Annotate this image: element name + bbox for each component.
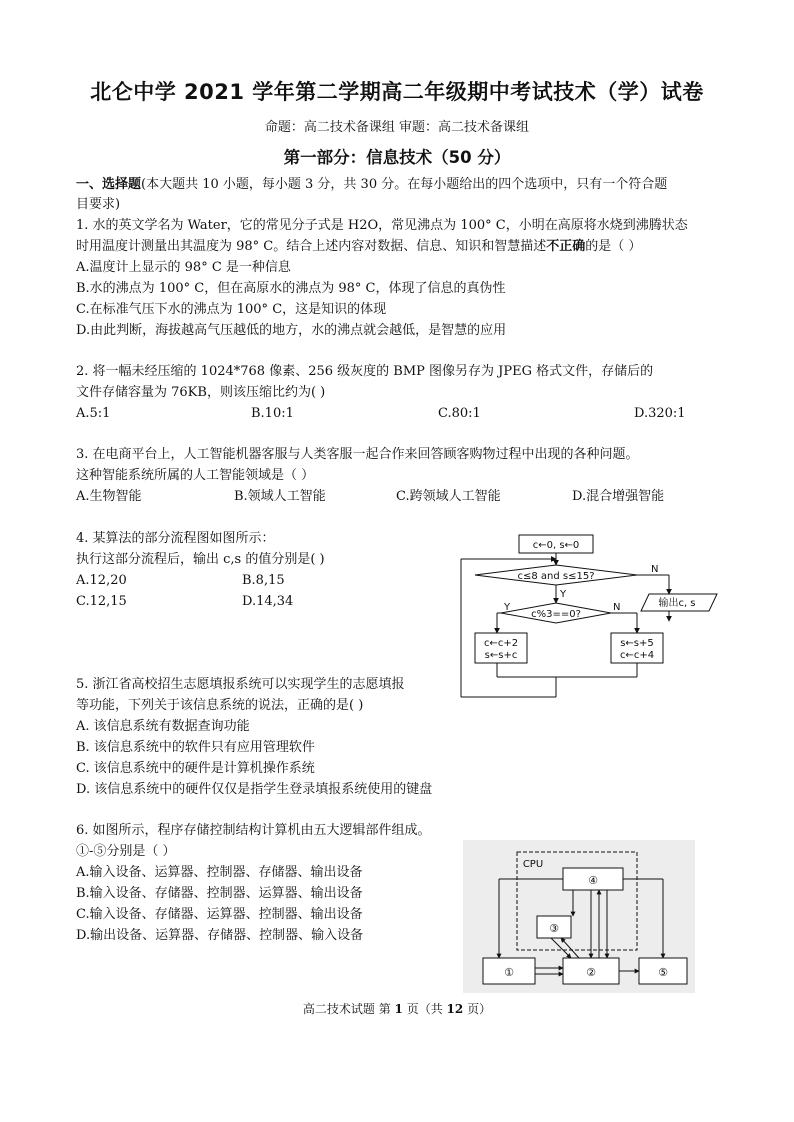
unit-3-label: ③ (549, 922, 559, 935)
unit-4-label: ④ (588, 874, 598, 887)
q4-line-1: 4. 某算法的部分流程图如图所示： (76, 531, 275, 546)
q1-line-2c: 的是（ ） (585, 239, 642, 254)
q3-option-d: D.混合增强智能 (572, 489, 665, 504)
q1-option-b: B.水的沸点为 100° C，但在高原水的沸点为 98° C，体现了信息的真伪性 (76, 281, 506, 296)
q4-flowchart (455, 527, 725, 705)
page-title: 北仑中学 2021 学年第二学期高二年级期中考试技术（学）试卷 (90, 80, 704, 104)
flow-left-text-1: c←c+2 (483, 638, 519, 649)
flow-right-text-2: c←c+4 (619, 650, 655, 661)
cpu-label: CPU (522, 859, 544, 870)
q2-option-c: C.80:1 (438, 406, 481, 421)
q2-option-a: A.5:1 (76, 406, 111, 421)
q1-option-d: D.由此判断，海拔越高气压越低的地方，水的沸点就会越低，是智慧的应用 (76, 323, 507, 338)
section-desc-1: (本大题共 10 小题，每小题 3 分，共 30 分。在每小题给出的四个选项中，只有一个符合题 (141, 177, 668, 192)
page-footer (0, 1000, 794, 1017)
q6-option-c: C.输入设备、存储器、运算器、控制器、输出设备 (76, 907, 363, 922)
q2-option-b: B.10:1 (251, 406, 294, 421)
unit-2-label: ② (586, 966, 596, 979)
flow-right-text-1: s←s+5 (620, 638, 654, 649)
flow-cond2-no: N (613, 602, 621, 613)
q3-option-c: C.跨领域人工智能 (396, 489, 501, 504)
q5-option-b: B. 该信息系统中的软件只有应用管理软件 (76, 740, 315, 755)
footer-prefix: 高二技术试题 第 (302, 1002, 395, 1016)
q6-line-2: ①-⑤分别是（ ） (76, 844, 176, 859)
section-desc-2: 目要求) (76, 197, 121, 212)
q5-option-d: D. 该信息系统中的硬件仅仅是指学生登录填报系统使用的键盘 (76, 782, 433, 797)
q1-line-2 (76, 238, 641, 256)
section-header (76, 176, 667, 194)
q1-emphasis: 不正确 (546, 239, 586, 254)
flow-cond2-yes: Y (504, 602, 511, 613)
q4-option-c: C.12,15 (76, 594, 127, 609)
footer-suffix: 页） (463, 1002, 492, 1016)
q5-option-a: A. 该信息系统有数据查询功能 (76, 719, 250, 734)
flow-init-text: c←0, s←0 (532, 540, 580, 551)
q1-line-2a: 时用温度计测量出其温度为 98° C。结合上述内容对数据、信息、知识和智慧描述 (76, 239, 547, 254)
q3-line-1: 3. 在电商平台上，人工智能机器客服与人类客服一起合作来回答顾客购物过程中出现的各种问题。 (76, 447, 639, 462)
q4-option-a: A.12,20 (76, 573, 127, 588)
footer-page-number: 1 (394, 1002, 403, 1016)
q4-option-d: D.14,34 (242, 594, 294, 609)
flow-output-text: 输出c, s (658, 598, 696, 609)
unit-5-label: ⑤ (658, 966, 668, 979)
section-label: 一、选择题 (76, 177, 142, 192)
flow-cond1-text: c≤8 and s≤15? (517, 571, 595, 582)
flow-cond1-no: N (651, 564, 659, 575)
q5-option-c: C. 该信息系统中的硬件是计算机操作系统 (76, 761, 315, 776)
q5-line-1: 5. 浙江省高校招生志愿填报系统可以实现学生的志愿填报 (76, 677, 405, 692)
q5-line-2: 等功能，下列关于该信息系统的说法，正确的是( ) (76, 698, 364, 713)
q4-line-2: 执行这部分流程后，输出 c,s 的值分别是( ) (76, 552, 325, 567)
flow-cond1-yes: Y (560, 589, 567, 600)
q6-option-a: A.输入设备、运算器、控制器、存储器、输出设备 (76, 865, 363, 880)
q6-option-b: B.输入设备、存储器、控制器、运算器、输出设备 (76, 886, 363, 901)
q1-line-1: 1. 水的英文学名为 Water，它的常见分子式是 H2O，常见沸点为 100° C，小明在高原将水烧到沸腾状态 (76, 218, 688, 233)
footer-middle: 页（共 (402, 1002, 447, 1016)
q6-line-1: 6. 如图所示，程序存储控制结构计算机由五大逻辑部件组成。 (76, 823, 431, 838)
q2-line-2: 文件存储容量为 76KB，则该压缩比约为( ) (76, 385, 326, 400)
flow-left-text-2: s←s+c (484, 650, 518, 661)
q1-option-a: A.温度计上显示的 98° C 是一种信息 (76, 260, 291, 275)
unit-1-label: ① (504, 966, 514, 979)
q1-option-c: C.在标准气压下水的沸点为 100° C，这是知识的体现 (76, 302, 387, 317)
q4-option-b: B.8,15 (242, 573, 285, 588)
flow-cond2-text: c%3==0? (531, 609, 581, 620)
q2-option-d: D.320:1 (634, 406, 686, 421)
part-heading: 第一部分：信息技术（50 分） (283, 148, 511, 167)
footer-total-pages: 12 (446, 1002, 464, 1016)
q3-line-2: 这种智能系统所属的人工智能领域是（ ） (76, 468, 315, 483)
q6-option-d: D.输出设备、运算器、存储器、控制器、输入设备 (76, 928, 364, 943)
page-subtitle: 命题：高二技术备课组 审题：高二技术备课组 (264, 120, 530, 135)
q3-option-a: A.生物智能 (76, 489, 142, 504)
q6-computer-diagram (463, 840, 695, 993)
q3-option-b: B.领域人工智能 (234, 489, 326, 504)
q2-line-1: 2. 将一幅未经压缩的 1024*768 像素、256 级灰度的 BMP 图像另存为 JPEG 格式文件，存储后的 (76, 364, 654, 379)
